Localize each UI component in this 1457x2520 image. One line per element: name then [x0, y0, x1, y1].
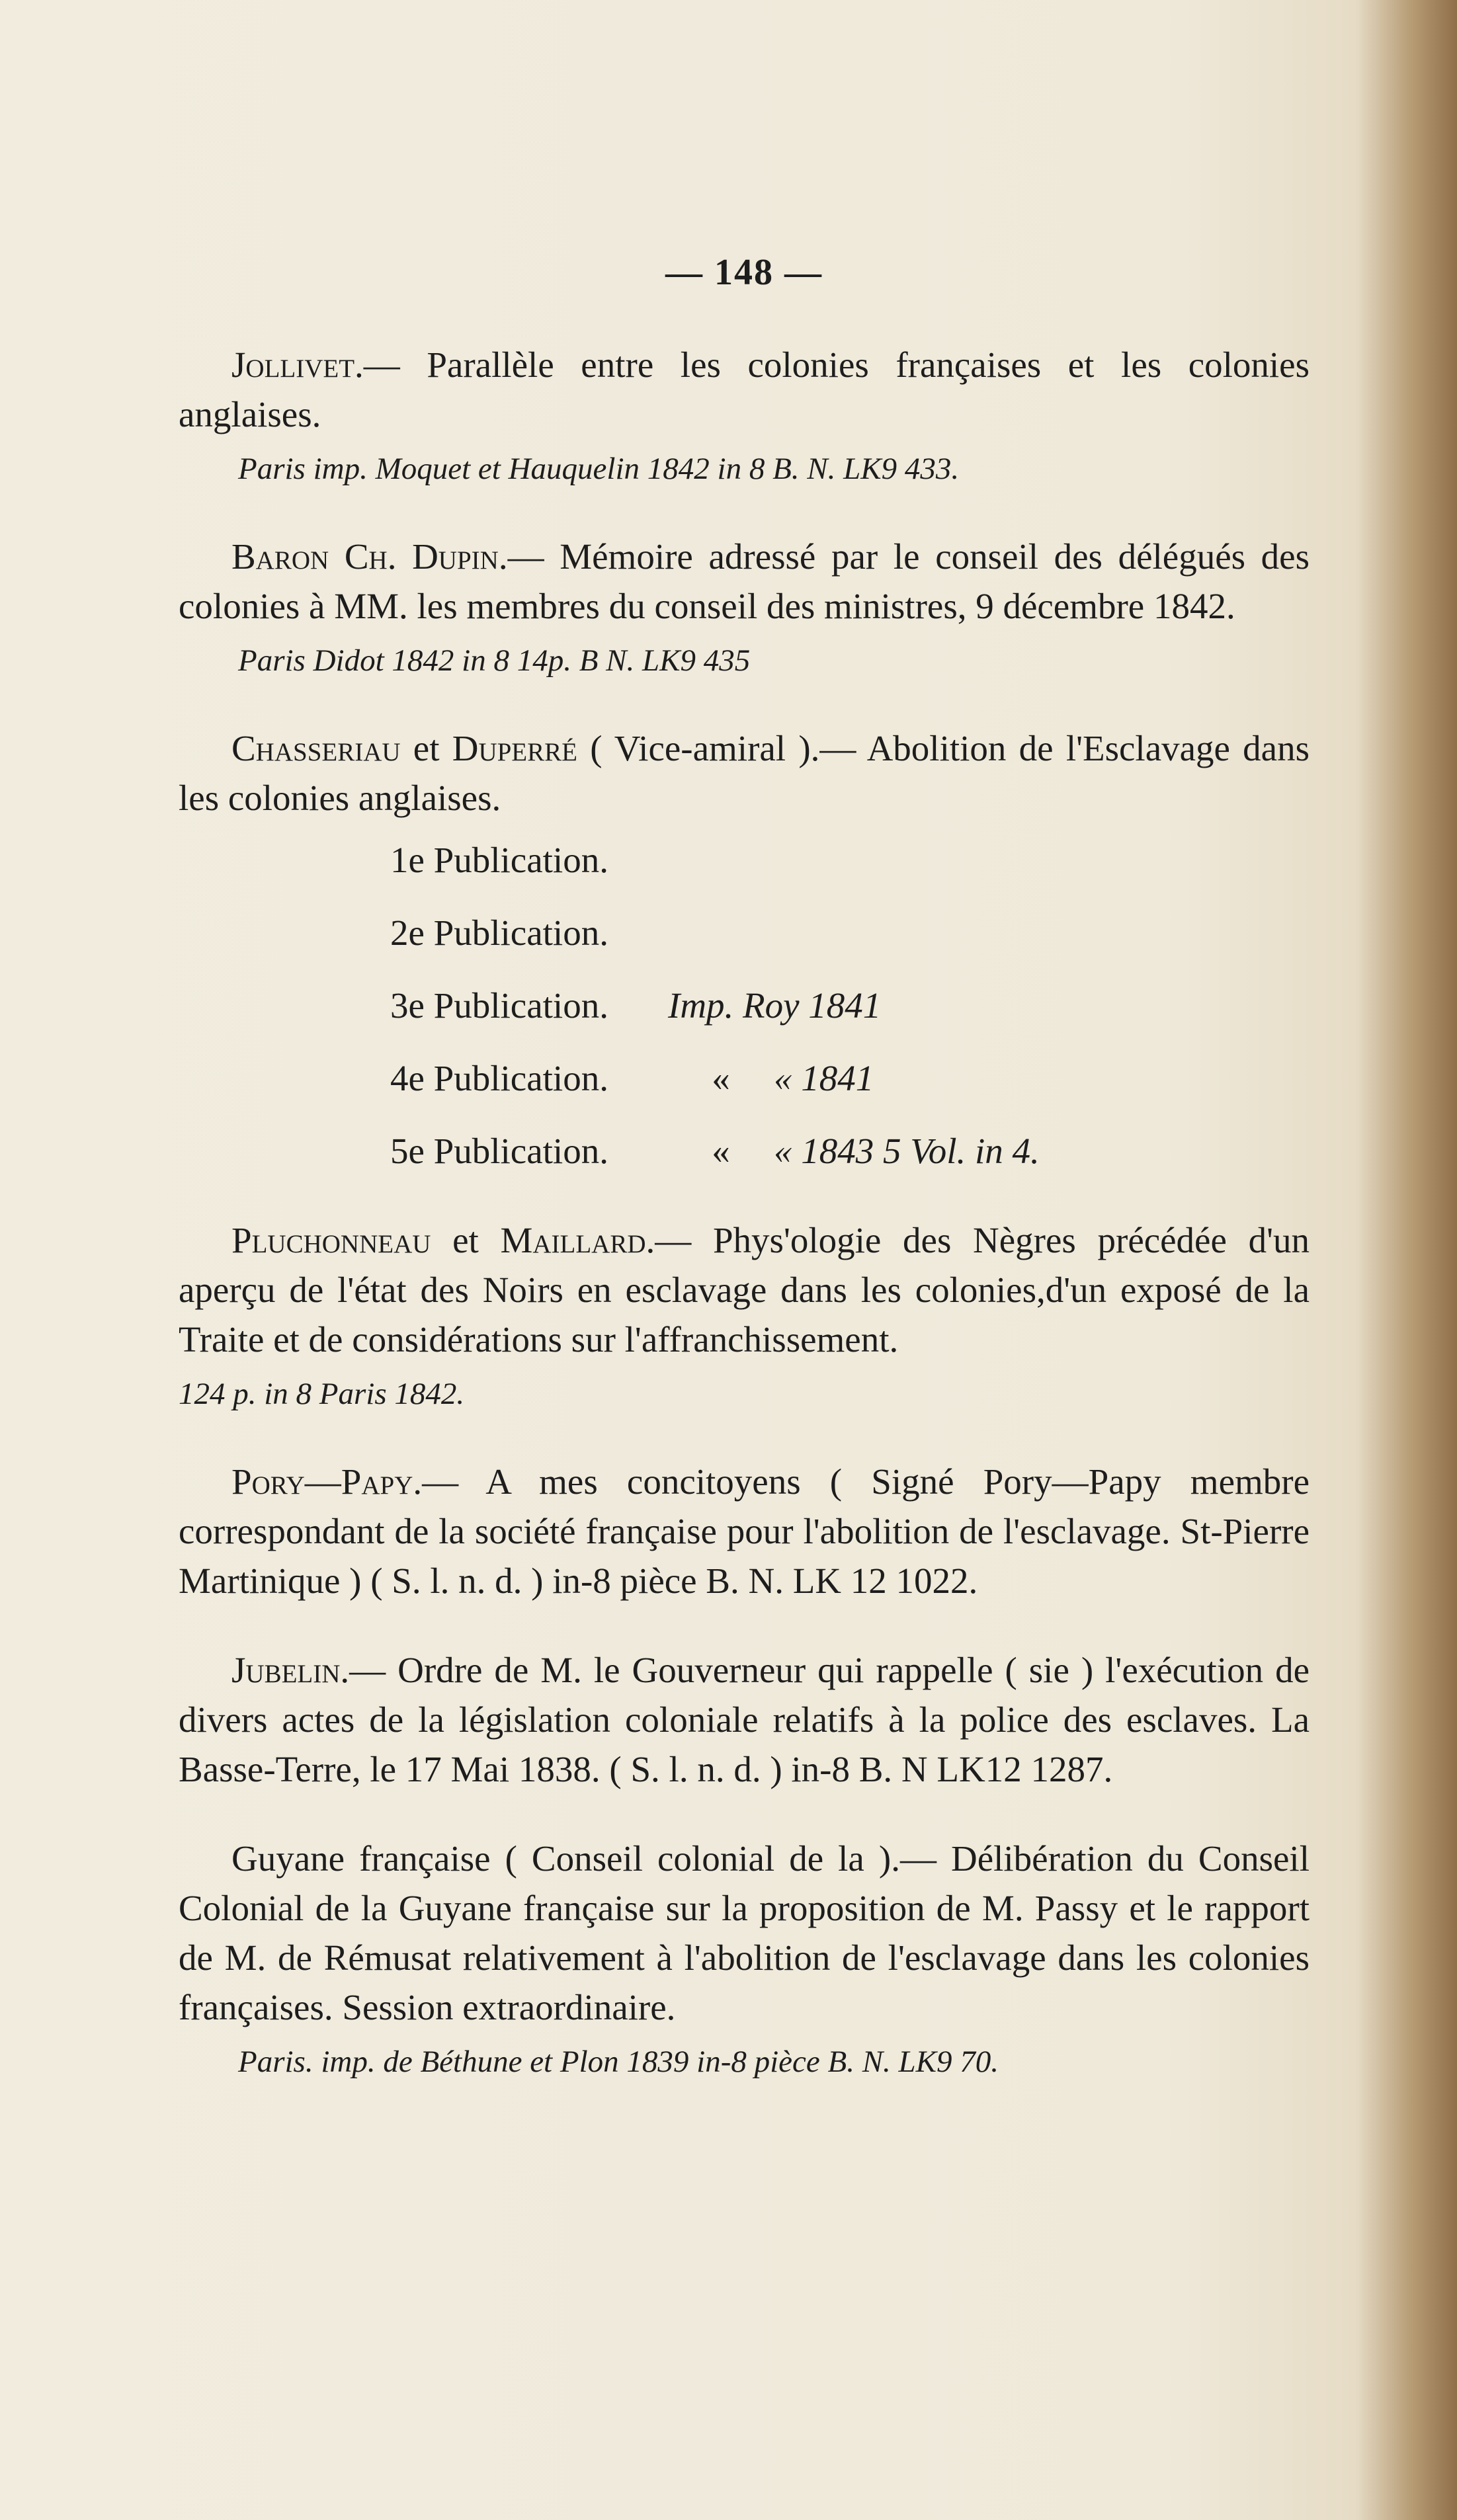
entry-text: .— Mémoire adressé par le conseil des délégués des colonies à MM. les membres du conseil des ministres, 9 décembre 1842. [179, 536, 1310, 626]
bibliographic-reference: 124 p. in 8 Paris 1842. [179, 1377, 465, 1411]
publication-list [179, 836, 1310, 1176]
publication-imprint: « 1843 5 Vol. in 4. [774, 1131, 1040, 1171]
entry-text: ( Vice-amiral ).— Abolition de l'Esclavage dans les colonies anglaises. [179, 728, 1310, 818]
publication-item [179, 1127, 1310, 1176]
ditto-mark: « [712, 1058, 730, 1098]
publication-label: 4e Publication. [390, 1058, 608, 1098]
entry-guyane [179, 1834, 1310, 2085]
entry-text: .— Ordre de M. le Gouverneur qui rappelle ( sie ) l'exécution de divers actes de la législation coloniale relatifs à la police des esclaves. La Basse-Terre, le 17 Mai 1838. ( S. l. n. d. ) in-8 B. N LK12 1287. [179, 1650, 1310, 1789]
author: Pluchonneau [231, 1220, 431, 1260]
author: Jubelin [231, 1650, 341, 1690]
publication-imprint: « 1841 [774, 1058, 874, 1098]
entry-pluchonneau [179, 1215, 1310, 1417]
bibliographic-reference: Paris imp. Moquet et Hauquelin 1842 in 8 B. N. LK9 433. [238, 452, 960, 486]
author: Maillard [500, 1220, 646, 1260]
publication-label: 1e Publication. [390, 840, 608, 880]
publication-item [179, 909, 1310, 957]
author-joiner: et [400, 728, 452, 768]
entry-text: .— Parallèle entre les colonies françaises et les colonies anglaises. [179, 345, 1310, 434]
entry-dupin [179, 532, 1310, 684]
publication-item [179, 981, 1310, 1030]
page-content [179, 251, 1310, 2125]
publication-label: 2e Publication. [390, 913, 608, 953]
page-number: — 148 — [665, 252, 823, 293]
author: Pory—Papy [231, 1461, 413, 1502]
entry-text: Guyane française ( Conseil colonial de la ).— Délibération du Conseil Colonial de la Guyane française sur la proposition de M. Passy et le rapport de M. de Rémusat relativement à l'abolition de l'esclavage dans les colonies françaises. Session extraordinaire. [179, 1838, 1310, 2027]
entry-jubelin [179, 1645, 1310, 1794]
author: Jollivet [231, 345, 355, 385]
publication-item [179, 1054, 1310, 1103]
entry-text: .— A mes concitoyens ( Signé Pory—Papy membre correspondant de la société française pour l'abolition de l'esclavage. St-Pierre Martinique ) ( S. l. n. d. ) in-8 pièce B. N. LK 12 1022. [179, 1461, 1310, 1601]
entry-text: .— Phys'ologie des Nègres précédée d'un aperçu de l'état des Noirs en esclavage dans les colonies,d'un exposé de la Traite et de considérations sur l'affranchissement. [179, 1220, 1310, 1360]
bibliographic-reference: Paris Didot 1842 in 8 14p. B N. LK9 435 [238, 643, 751, 678]
entry-pory [179, 1457, 1310, 1605]
publication-imprint: Imp. Roy 1841 [668, 985, 882, 1026]
publication-item [179, 836, 1310, 885]
entry-chasseriau [179, 723, 1310, 1176]
bibliographic-reference: Paris. imp. de Béthune et Plon 1839 in-8 pièce B. N. LK9 70. [238, 2045, 999, 2079]
entry-jollivet [179, 340, 1310, 492]
publication-label: 5e Publication. [390, 1131, 608, 1171]
ditto-mark: « [712, 1131, 730, 1171]
author: Baron Ch. Dupin [231, 536, 499, 577]
author: Duperré [452, 728, 577, 768]
publication-label: 3e Publication. [390, 985, 608, 1026]
author: Chasseriau [231, 728, 401, 768]
author-joiner: et [431, 1220, 501, 1260]
